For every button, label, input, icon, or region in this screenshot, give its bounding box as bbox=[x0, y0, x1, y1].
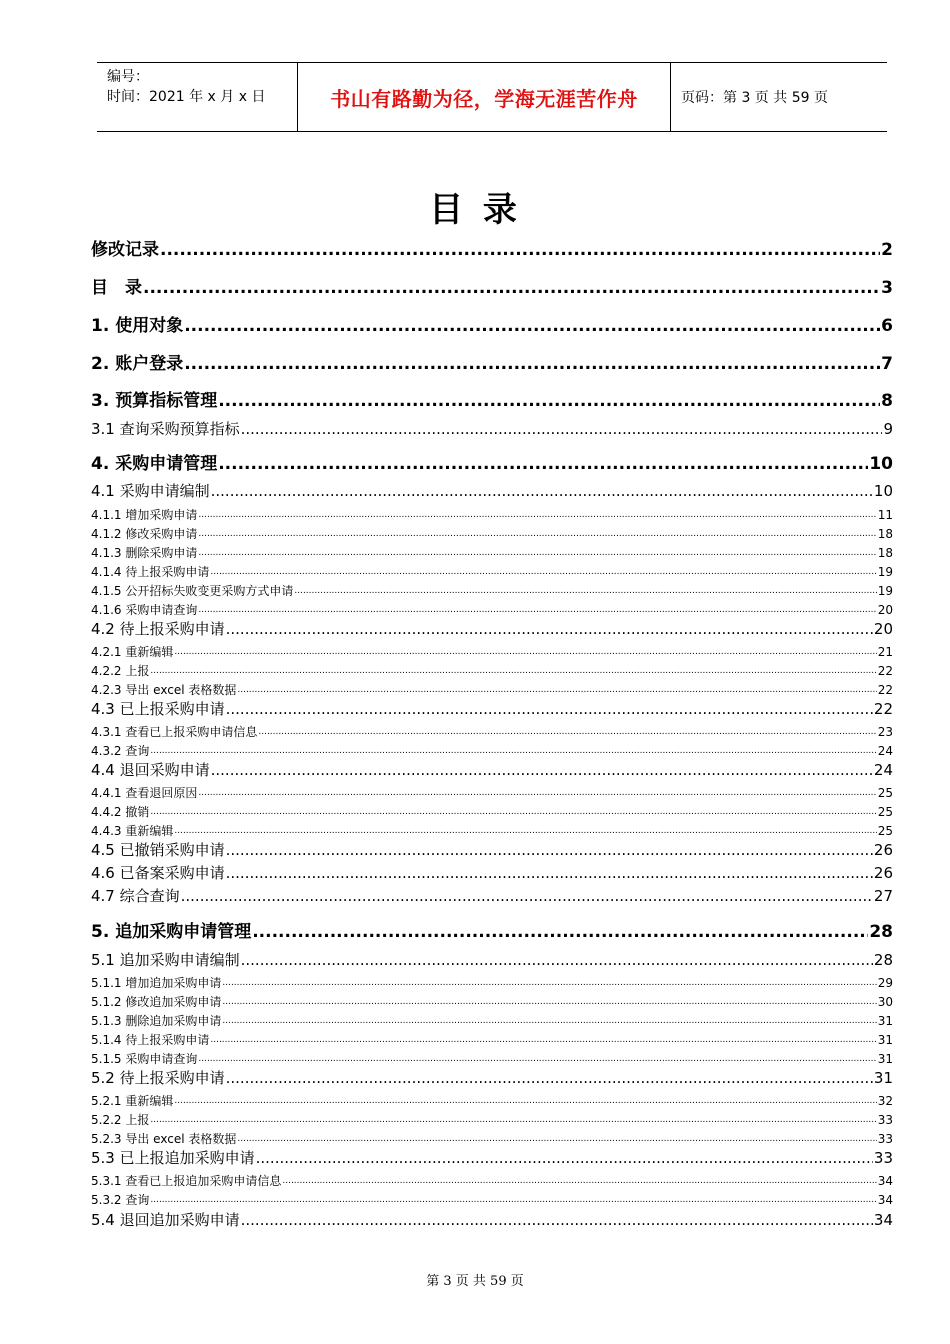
toc-entry-page-number: 22 bbox=[877, 664, 893, 678]
toc-entry-page-number: 22 bbox=[873, 700, 893, 718]
toc-dot-leader bbox=[210, 1032, 876, 1048]
toc-entry-title: 5.3.2 查询 bbox=[91, 1193, 150, 1207]
toc-entry[interactable] bbox=[91, 1032, 893, 1048]
toc-entry-page-number: 25 bbox=[877, 805, 893, 819]
toc-entry[interactable] bbox=[91, 1051, 893, 1067]
toc-dot-leader bbox=[241, 419, 883, 439]
toc-entry-title: 4.4.3 重新编辑 bbox=[91, 824, 174, 838]
toc-dot-leader bbox=[198, 1051, 876, 1067]
toc-entry-page-number: 34 bbox=[873, 1211, 893, 1229]
toc-entry-title: 目 录 bbox=[91, 278, 142, 298]
toc-entry-page-number: 34 bbox=[877, 1174, 893, 1188]
toc-entry[interactable] bbox=[91, 1192, 893, 1208]
toc-entry-page-number: 2 bbox=[881, 240, 893, 260]
toc-dot-leader bbox=[210, 564, 876, 580]
toc-entry-page-number: 25 bbox=[877, 786, 893, 800]
toc-entry-title: 5.2 待上报采购申请 bbox=[91, 1069, 225, 1087]
toc-entry-page-number: 10 bbox=[873, 482, 893, 500]
toc-entry-title: 5. 追加采购申请管理 bbox=[91, 922, 252, 942]
toc-dot-leader bbox=[218, 390, 880, 412]
toc-entry[interactable] bbox=[91, 1210, 893, 1230]
toc-entry-title: 4.3 已上报采购申请 bbox=[91, 700, 225, 718]
toc-entry[interactable] bbox=[91, 682, 893, 698]
toc-entry-page-number: 18 bbox=[877, 546, 893, 560]
toc-dot-leader bbox=[198, 602, 876, 618]
toc-dot-leader bbox=[198, 507, 876, 523]
toc-entry[interactable] bbox=[91, 602, 893, 618]
toc-dot-leader bbox=[198, 526, 876, 542]
toc-dot-leader bbox=[226, 1068, 873, 1088]
toc-entry-title: 5.1 追加采购申请编制 bbox=[91, 951, 240, 969]
toc-dot-leader bbox=[237, 1131, 876, 1147]
toc-entry-title: 4.7 综合查询 bbox=[91, 887, 180, 905]
toc-entry-title: 4.3.2 查询 bbox=[91, 744, 150, 758]
toc-entry-title: 5.2.3 导出 excel 表格数据 bbox=[91, 1132, 237, 1146]
toc-entry-page-number: 3 bbox=[881, 278, 893, 298]
toc-entry-title: 4.1.5 公开招标失败变更采购方式申请 bbox=[91, 584, 294, 598]
toc-entry-title: 5.1.1 增加追加采购申请 bbox=[91, 976, 222, 990]
toc-dot-leader bbox=[241, 950, 873, 970]
toc-entry[interactable] bbox=[91, 526, 893, 542]
document-number-label: 编号： bbox=[107, 69, 149, 85]
toc-entry[interactable] bbox=[91, 921, 893, 943]
toc-entry-page-number: 19 bbox=[877, 565, 893, 579]
toc-entry-page-number: 21 bbox=[877, 645, 893, 659]
toc-entry-title: 4.5 已撤销采购申请 bbox=[91, 841, 225, 859]
toc-entry-title: 4.2.3 导出 excel 表格数据 bbox=[91, 683, 237, 697]
toc-entry[interactable] bbox=[91, 863, 893, 883]
toc-dot-leader bbox=[150, 743, 876, 759]
toc-entry-title: 修改记录 bbox=[91, 240, 159, 260]
toc-entry[interactable] bbox=[91, 481, 893, 501]
toc-entry[interactable] bbox=[91, 823, 893, 839]
toc-entry-page-number: 28 bbox=[869, 922, 893, 942]
toc-entry[interactable] bbox=[91, 390, 893, 412]
toc-entry-page-number: 22 bbox=[877, 683, 893, 697]
toc-entry[interactable] bbox=[91, 644, 893, 660]
toc-entry[interactable] bbox=[91, 277, 893, 299]
toc-entry-title: 3.1 查询采购预算指标 bbox=[91, 420, 240, 438]
toc-entry-page-number: 31 bbox=[877, 1014, 893, 1028]
toc-dot-leader bbox=[181, 886, 873, 906]
toc-entry-title: 4.1 采购申请编制 bbox=[91, 482, 210, 500]
toc-dot-leader bbox=[222, 975, 876, 991]
toc-entry[interactable] bbox=[91, 804, 893, 820]
toc-dot-leader bbox=[218, 453, 868, 475]
toc-dot-leader bbox=[294, 583, 876, 599]
toc-entry-title: 4.1.4 待上报采购申请 bbox=[91, 565, 210, 579]
page-title: 目 录 bbox=[429, 190, 521, 230]
toc-entry[interactable] bbox=[91, 743, 893, 759]
toc-dot-leader bbox=[211, 760, 873, 780]
toc-dot-leader bbox=[174, 1093, 876, 1109]
toc-dot-leader bbox=[226, 863, 873, 883]
toc-dot-leader bbox=[211, 481, 873, 501]
toc-entry-title: 5.2.1 重新编辑 bbox=[91, 1094, 174, 1108]
toc-entry-title: 4.4.1 查看退回原因 bbox=[91, 786, 198, 800]
header-page-info: 页码：第 3 页 共 59 页 bbox=[681, 90, 828, 106]
toc-entry-page-number: 9 bbox=[883, 420, 893, 438]
toc-entry-page-number: 24 bbox=[877, 744, 893, 758]
toc-entry-title: 5.1.2 修改追加采购申请 bbox=[91, 995, 222, 1009]
toc-dot-leader bbox=[226, 699, 873, 719]
toc-dot-leader bbox=[150, 804, 876, 820]
toc-entry-page-number: 27 bbox=[873, 887, 893, 905]
toc-entry-page-number: 26 bbox=[873, 841, 893, 859]
toc-entry-title: 2. 账户登录 bbox=[91, 354, 184, 374]
toc-entry[interactable] bbox=[91, 1173, 893, 1189]
toc-dot-leader bbox=[174, 823, 876, 839]
toc-entry[interactable] bbox=[91, 994, 893, 1010]
toc-entry-page-number: 10 bbox=[869, 454, 893, 474]
toc-entry[interactable] bbox=[91, 453, 893, 475]
document-time-label: 时间：2021 年 x 月 x 日 bbox=[107, 89, 266, 105]
toc-entry-title: 5.2.2 上报 bbox=[91, 1113, 150, 1127]
toc-entry-page-number: 33 bbox=[873, 1149, 893, 1167]
toc-entry-page-number: 26 bbox=[873, 864, 893, 882]
toc-entry-page-number: 11 bbox=[877, 508, 893, 522]
toc-entry-page-number: 8 bbox=[881, 391, 893, 411]
toc-entry[interactable] bbox=[91, 699, 893, 719]
toc-entry[interactable] bbox=[91, 785, 893, 801]
toc-entry-page-number: 24 bbox=[873, 761, 893, 779]
toc-entry-title: 4.1.6 采购申请查询 bbox=[91, 603, 198, 617]
toc-entry-title: 4.1.1 增加采购申请 bbox=[91, 508, 198, 522]
toc-entry[interactable] bbox=[91, 950, 893, 970]
toc-entry[interactable] bbox=[91, 724, 893, 740]
toc-dot-leader bbox=[222, 1013, 876, 1029]
toc-entry-page-number: 19 bbox=[877, 584, 893, 598]
toc-entry[interactable] bbox=[91, 619, 893, 639]
toc-entry-title: 4.1.2 修改采购申请 bbox=[91, 527, 198, 541]
toc-entry[interactable] bbox=[91, 886, 893, 906]
toc-dot-leader bbox=[258, 724, 876, 740]
toc-entry[interactable] bbox=[91, 583, 893, 599]
toc-entry-page-number: 20 bbox=[873, 620, 893, 638]
toc-dot-leader bbox=[226, 840, 873, 860]
toc-entry-title: 5.3.1 查看已上报追加采购申请信息 bbox=[91, 1174, 282, 1188]
toc-entry-title: 4.2.2 上报 bbox=[91, 664, 150, 678]
toc-dot-leader bbox=[160, 239, 880, 261]
toc-entry-page-number: 29 bbox=[877, 976, 893, 990]
toc-entry-page-number: 23 bbox=[877, 725, 893, 739]
toc-dot-leader bbox=[222, 994, 876, 1010]
toc-dot-leader bbox=[198, 785, 876, 801]
toc-entry-page-number: 7 bbox=[881, 354, 893, 374]
toc-dot-leader bbox=[150, 663, 876, 679]
toc-entry-page-number: 32 bbox=[877, 1094, 893, 1108]
toc-dot-leader bbox=[150, 1192, 876, 1208]
toc-entry-page-number: 25 bbox=[877, 824, 893, 838]
toc-entry-page-number: 28 bbox=[873, 951, 893, 969]
toc-entry-title: 4.6 已备案采购申请 bbox=[91, 864, 225, 882]
toc-dot-leader bbox=[184, 353, 880, 375]
toc-dot-leader bbox=[143, 277, 880, 299]
toc-entry-title: 5.1.5 采购申请查询 bbox=[91, 1052, 198, 1066]
toc-dot-leader bbox=[237, 682, 876, 698]
toc-entry-title: 4.3.1 查看已上报采购申请信息 bbox=[91, 725, 258, 739]
table-of-contents bbox=[91, 0, 893, 1300]
toc-entry-page-number: 31 bbox=[873, 1069, 893, 1087]
toc-dot-leader bbox=[184, 315, 880, 337]
toc-entry-title: 4.4.2 撤销 bbox=[91, 805, 150, 819]
toc-entry-page-number: 20 bbox=[877, 603, 893, 617]
toc-entry-title: 4.4 退回采购申请 bbox=[91, 761, 210, 779]
toc-dot-leader bbox=[226, 619, 873, 639]
toc-entry[interactable] bbox=[91, 1112, 893, 1128]
toc-entry-title: 5.1.4 待上报采购申请 bbox=[91, 1033, 210, 1047]
toc-entry[interactable] bbox=[91, 1068, 893, 1088]
toc-entry[interactable] bbox=[91, 507, 893, 523]
header-motto: 书山有路勤为径，学海无涯苦作舟 bbox=[330, 86, 638, 111]
toc-dot-leader bbox=[256, 1148, 873, 1168]
toc-entry-page-number: 31 bbox=[877, 1033, 893, 1047]
toc-entry-page-number: 30 bbox=[877, 995, 893, 1009]
page-footer: 第 3 页 共 59 页 bbox=[426, 1274, 524, 1289]
toc-dot-leader bbox=[174, 644, 876, 660]
toc-dot-leader bbox=[241, 1210, 873, 1230]
toc-entry[interactable] bbox=[91, 239, 893, 261]
toc-entry[interactable] bbox=[91, 760, 893, 780]
toc-entry-page-number: 6 bbox=[881, 316, 893, 336]
toc-dot-leader bbox=[150, 1112, 876, 1128]
toc-entry[interactable] bbox=[91, 975, 893, 991]
toc-entry-page-number: 34 bbox=[877, 1193, 893, 1207]
toc-entry-title: 5.1.3 删除追加采购申请 bbox=[91, 1014, 222, 1028]
toc-dot-leader bbox=[282, 1173, 876, 1189]
toc-entry[interactable] bbox=[91, 545, 893, 561]
toc-entry-page-number: 18 bbox=[877, 527, 893, 541]
toc-entry[interactable] bbox=[91, 564, 893, 580]
toc-entry[interactable] bbox=[91, 315, 893, 337]
toc-dot-leader bbox=[252, 921, 868, 943]
toc-entry[interactable] bbox=[91, 1148, 893, 1168]
toc-entry-page-number: 31 bbox=[877, 1052, 893, 1066]
toc-entry-title: 4. 采购申请管理 bbox=[91, 454, 218, 474]
toc-entry[interactable] bbox=[91, 663, 893, 679]
toc-entry[interactable] bbox=[91, 1013, 893, 1029]
toc-entry-title: 4.2 待上报采购申请 bbox=[91, 620, 225, 638]
toc-entry-title: 4.1.3 删除采购申请 bbox=[91, 546, 198, 560]
toc-entry-title: 5.3 已上报追加采购申请 bbox=[91, 1149, 255, 1167]
toc-entry-page-number: 33 bbox=[877, 1113, 893, 1127]
toc-entry-title: 1. 使用对象 bbox=[91, 316, 184, 336]
toc-entry-page-number: 33 bbox=[877, 1132, 893, 1146]
toc-entry-title: 4.2.1 重新编辑 bbox=[91, 645, 174, 659]
toc-entry[interactable] bbox=[91, 840, 893, 860]
toc-dot-leader bbox=[198, 545, 876, 561]
toc-entry[interactable] bbox=[91, 353, 893, 375]
toc-entry-title: 3. 预算指标管理 bbox=[91, 391, 218, 411]
toc-entry[interactable] bbox=[91, 419, 893, 439]
toc-entry[interactable] bbox=[91, 1131, 893, 1147]
toc-entry[interactable] bbox=[91, 1093, 893, 1109]
toc-entry-title: 5.4 退回追加采购申请 bbox=[91, 1211, 240, 1229]
